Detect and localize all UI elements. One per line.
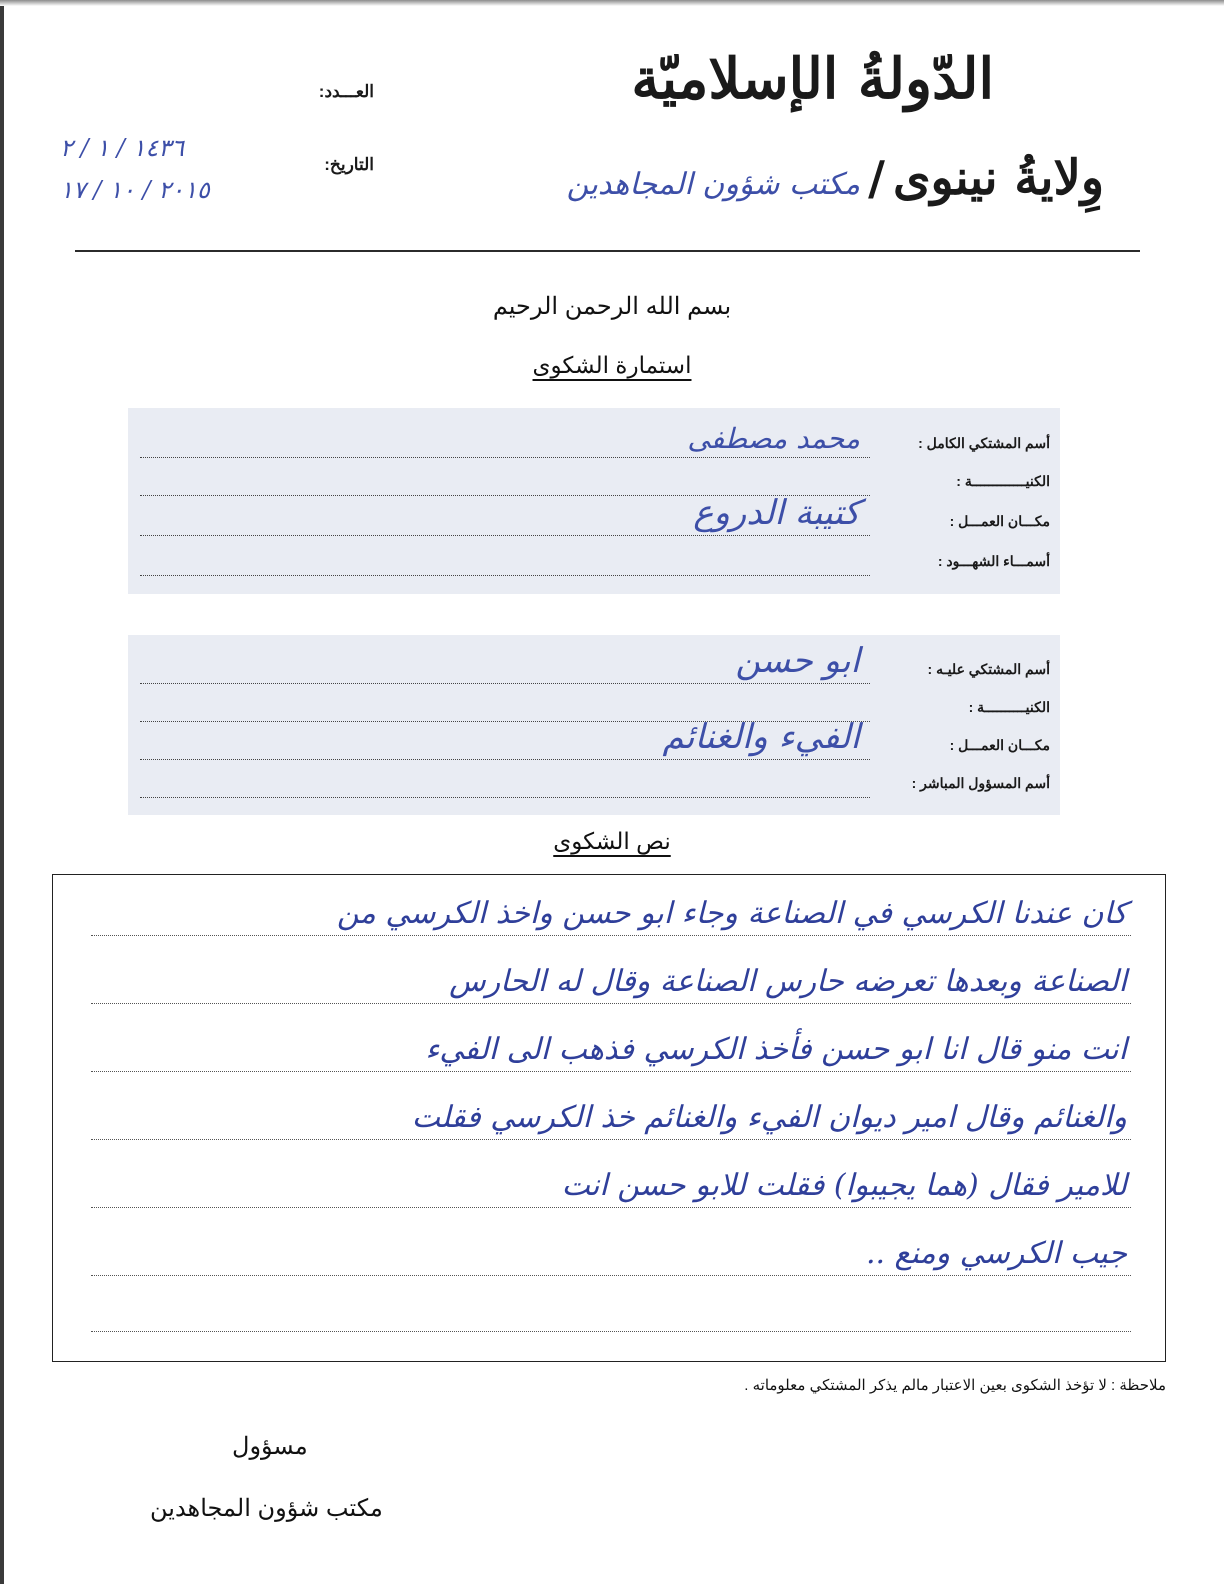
- date-hijri: ١٤٣٦ / ١ / ٢: [60, 134, 185, 162]
- complaint-line-text: والغنائم وقال امير ديوان الفيء والغنائم خذ الكرسي فقلت: [411, 1100, 1127, 1135]
- state-name-heading: الدّولةُ الإسلاميّة: [631, 46, 994, 112]
- number-label: العـــدد:: [318, 82, 374, 101]
- date-gregorian: ٢٠١٥ / ١٠ / ١٧: [60, 176, 210, 204]
- wilaya-name: وِلايةُ نينوى: [892, 150, 1104, 206]
- field-line: [140, 641, 870, 684]
- complainant-nickname-row: [140, 458, 1050, 496]
- basmala: بسم الله الرحمن الرحيم: [492, 293, 732, 320]
- field-label: مكـــان العمـــل :: [949, 513, 1050, 529]
- complainant-workplace-value: كتيبة الدروع: [693, 493, 860, 533]
- complaint-title-text: نص الشكوى: [553, 828, 671, 854]
- defendant-workplace-row: [140, 717, 1050, 760]
- field-line: [140, 422, 870, 458]
- field-line: [140, 545, 870, 576]
- complaint-line: [91, 1219, 1131, 1276]
- complaint-line: [91, 1151, 1131, 1208]
- complainant-witnesses-row: [140, 538, 1050, 576]
- header-separator: /: [868, 151, 885, 205]
- defendant-nickname-row: [140, 684, 1050, 722]
- complaint-title: [0, 828, 1224, 855]
- complaint-line: [91, 1083, 1131, 1140]
- wilaya-line: [567, 150, 1104, 206]
- form-title-text: استمارة الشكوى: [532, 352, 692, 378]
- field-label: أسم المشتكي عليـه :: [927, 661, 1050, 677]
- field-line: [140, 767, 870, 798]
- header-divider: [75, 250, 1140, 252]
- signature-title: مسؤول: [232, 1433, 308, 1460]
- field-label: الكنيـــــــــــــة :: [956, 473, 1050, 489]
- scan-edge-left: [0, 0, 4, 1584]
- complaint-line: [91, 1015, 1131, 1072]
- complaint-line-text: الصناعة وبعدها تعرضه حارس الصناعة وقال له الحارس: [449, 964, 1127, 999]
- field-label: أسم المشتكي الكامل :: [918, 435, 1050, 451]
- field-line: [140, 493, 870, 536]
- complaint-line: [91, 947, 1131, 1004]
- field-label: أسمـــاء الشهـــود :: [937, 553, 1050, 569]
- field-label: أسم المسؤول المباشر :: [911, 775, 1050, 791]
- defendant-name-value: ابو حسن: [735, 641, 860, 681]
- complaint-line: [91, 1275, 1131, 1332]
- defendant-supervisor-row: [140, 760, 1050, 798]
- defendant-name-row: [140, 641, 1050, 684]
- scan-edge-top: [0, 0, 1224, 6]
- office-handwritten: مكتب شؤون المجاهدين: [566, 167, 861, 202]
- date-label: التاريخ:: [324, 155, 374, 174]
- form-title: [0, 352, 1224, 379]
- signature-office: مكتب شؤون المجاهدين: [150, 1495, 383, 1522]
- complaint-box: [52, 874, 1166, 1362]
- field-line: [140, 717, 870, 760]
- complaint-line-text: كان عندنا الكرسي في الصناعة وجاء ابو حسن واخذ الكرسي من: [336, 896, 1127, 931]
- note: ملاحظة : لا تؤخذ الشكوى بعين الاعتبار مالم يذكر المشتكي معلوماته .: [744, 1377, 1166, 1394]
- field-label: مكـــان العمـــل :: [949, 737, 1050, 753]
- complaint-line-text: للامير فقال (هما يجيبوا) فقلت للابو حسن انت: [561, 1168, 1127, 1203]
- field-label: الكنيــــــــــة :: [968, 699, 1050, 715]
- complainant-name-value: محمد مصطفى: [687, 422, 860, 455]
- complaint-line-text: انت منو قال انا ابو حسن فأخذ الكرسي فذهب الى الفيء: [425, 1032, 1127, 1067]
- complainant-workplace-row: [140, 493, 1050, 536]
- complaint-line-text: جيب الكرسي ومنع ..: [865, 1236, 1127, 1271]
- complainant-name-row: [140, 420, 1050, 458]
- field-line: [140, 465, 870, 496]
- complaint-line: [91, 879, 1131, 936]
- defendant-workplace-value: الفيء والغنائم: [662, 717, 860, 757]
